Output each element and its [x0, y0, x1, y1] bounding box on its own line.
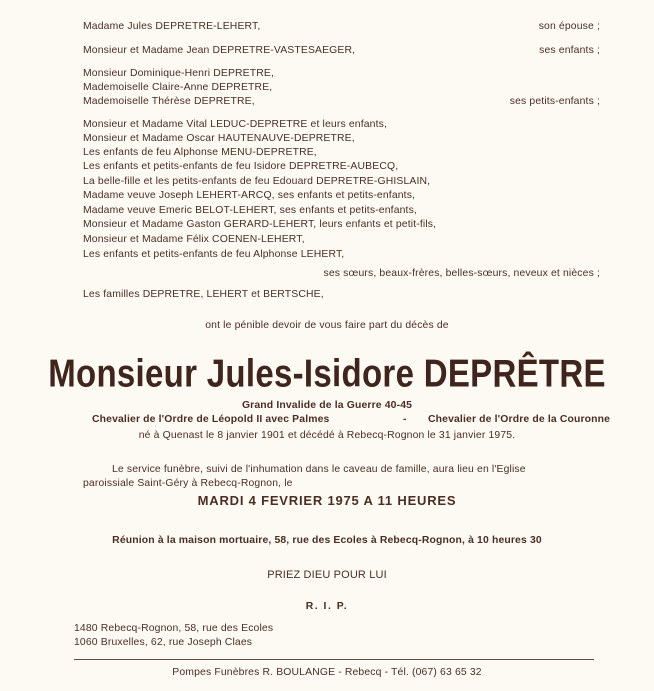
- grandchild-2: Mademoiselle Claire-Anne DEPRETRE,: [83, 82, 273, 93]
- footer-undertaker: Pompes Funèbres R. BOULANGE - Rebecq - Tél. (067) 63 65 32: [172, 667, 482, 678]
- deceased-title-2-left: Chevalier de l'Ordre de Léopold II avec Palmes: [92, 414, 330, 425]
- relative-4: Les enfants et petits-enfants de feu Isidore DEPRETRE-AUBECQ,: [83, 161, 399, 172]
- grandchildren-role: ses petits-enfants ;: [509, 96, 600, 107]
- relative-6: Madame veuve Joseph LEHERT-ARCQ, ses enfants et petits-enfants,: [83, 190, 416, 201]
- spouse-name: Madame Jules DEPRETRE-LEHERT,: [83, 21, 261, 32]
- deceased-title-2-sep: -: [403, 414, 407, 425]
- deceased-name: Monsieur Jules-Isidore DEPRÊTRE: [48, 351, 606, 395]
- deceased-title-1: Grand Invalide de la Guerre 40-45: [241, 400, 413, 411]
- address-1: 1480 Rebecq-Rognon, 58, rue des Ecoles: [74, 623, 274, 634]
- relatives-role: ses sœurs, beaux-frères, belles-sœurs, neveux et nièces ;: [323, 268, 600, 279]
- meeting-info: Réunion à la maison mortuaire, 58, rue des Ecoles à Rebecq-Rognon, à 10 heures 30: [112, 535, 542, 546]
- children-name: Monsieur et Madame Jean DEPRETRE-VASTESAEGER,: [83, 45, 356, 56]
- relative-7: Madame veuve Emeric BELOT-LEHERT, ses enfants et petits-enfants,: [83, 205, 417, 216]
- footer-divider: [74, 659, 594, 660]
- birth-death: né à Quenast le 8 janvier 1901 et décédé à Rebecq-Rognon le 31 janvier 1975.: [138, 430, 516, 441]
- children-role: ses enfants ;: [539, 45, 600, 56]
- grandchild-3: Mademoiselle Thérèse DEPRETRE,: [83, 96, 255, 107]
- rip: R. I. P.: [305, 601, 349, 612]
- grandchild-1: Monsieur Dominique-Henri DEPRETRE,: [83, 68, 275, 79]
- relative-3: Les enfants de feu Alphonse MENU-DEPRETRE,: [83, 147, 317, 158]
- service-line-1: Le service funèbre, suivi de l'inhumation dans le caveau de famille, aura lieu en l'Eglise: [112, 464, 526, 475]
- relative-8: Monsieur et Madame Gaston GERARD-LEHERT, leurs enfants et petit-fils,: [83, 219, 437, 230]
- spouse-role: son épouse ;: [538, 21, 600, 32]
- families-line: Les familles DEPRETRE, LEHERT et BERTSCHE,: [83, 289, 324, 300]
- relative-9: Monsieur et Madame Félix COENEN-LEHERT,: [83, 234, 305, 245]
- relative-5: La belle-fille et les petits-enfants de feu Edouard DEPRETRE-GHISLAIN,: [83, 176, 431, 187]
- address-2: 1060 Bruxelles, 62, rue Joseph Claes: [74, 637, 253, 648]
- prayer: PRIEZ DIEU POUR LUI: [267, 569, 387, 581]
- service-date: MARDI 4 FEVRIER 1975 A 11 HEURES: [197, 493, 457, 508]
- deceased-title-2-right: Chevalier de l'Ordre de la Couronne: [428, 414, 611, 425]
- service-line-2: paroissiale Saint-Géry à Rebecq-Rognon, le: [83, 478, 293, 489]
- relative-2: Monsieur et Madame Oscar HAUTENAUVE-DEPRETRE,: [83, 133, 355, 144]
- relative-10: Les enfants et petits-enfants de feu Alphonse LEHERT,: [83, 249, 345, 260]
- relative-1: Monsieur et Madame Vital LEDUC-DEPRETRE et leurs enfants,: [83, 119, 388, 130]
- announcement: ont le pénible devoir de vous faire part du décès de: [205, 320, 449, 331]
